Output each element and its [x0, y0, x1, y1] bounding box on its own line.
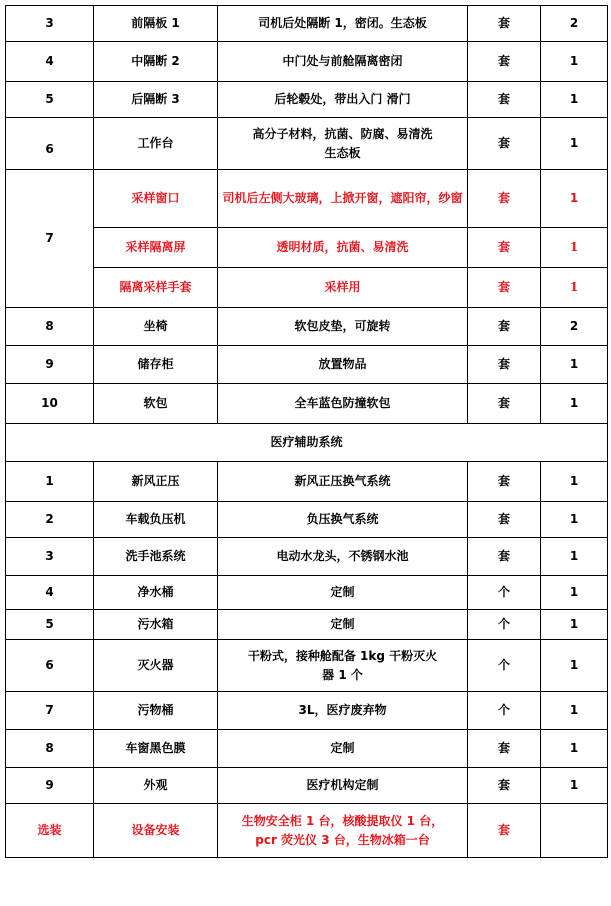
item-name: 隔离采样手套 — [94, 268, 218, 308]
item-number: 5 — [6, 82, 94, 118]
item-quantity: 1 — [541, 346, 608, 384]
table-row — [6, 610, 608, 640]
item-name: 外观 — [94, 768, 218, 804]
item-description: 干粉式，接种舱配备 1kg 干粉灭火器 1 个 — [218, 640, 468, 692]
item-description: 新风正压换气系统 — [218, 462, 468, 502]
item-number: 9 — [6, 346, 94, 384]
item-unit: 套 — [468, 730, 541, 768]
table-row — [6, 82, 608, 118]
item-description: 后轮毂处，带出入门 滑门 — [218, 82, 468, 118]
item-unit: 个 — [468, 610, 541, 640]
item-quantity: 1 — [541, 538, 608, 576]
item-unit: 个 — [468, 576, 541, 610]
item-quantity: 1 — [541, 768, 608, 804]
item-description: 中门处与前舱隔离密闭 — [218, 42, 468, 82]
item-unit: 套 — [468, 6, 541, 42]
table-row — [6, 118, 608, 170]
item-quantity — [541, 804, 608, 858]
item-unit: 套 — [468, 308, 541, 346]
item-quantity: 2 — [541, 308, 608, 346]
item-quantity: 1 — [541, 42, 608, 82]
item-unit: 套 — [468, 384, 541, 424]
item-name: 车载负压机 — [94, 502, 218, 538]
table-row — [6, 384, 608, 424]
item-unit: 个 — [468, 640, 541, 692]
item-number: 4 — [6, 42, 94, 82]
item-number: 5 — [6, 610, 94, 640]
item-name: 后隔断 3 — [94, 82, 218, 118]
item-unit: 套 — [468, 346, 541, 384]
item-quantity: 1 — [541, 640, 608, 692]
item-description: 透明材质，抗菌、易清洗 — [218, 228, 468, 268]
item-number: 7 — [6, 692, 94, 730]
table-row — [6, 502, 608, 538]
item-number: 4 — [6, 576, 94, 610]
item-number: 3 — [6, 538, 94, 576]
table-row — [6, 170, 608, 228]
table-row — [6, 768, 608, 804]
item-unit: 套 — [468, 118, 541, 170]
item-unit: 套 — [468, 462, 541, 502]
item-description: 生物安全柜 1 台，核酸提取仪 1 台，pcr 荧光仪 3 台，生物冰箱一台 — [218, 804, 468, 858]
item-quantity: 1 — [541, 228, 608, 268]
item-quantity: 1 — [541, 502, 608, 538]
item-description: 3L，医疗废弃物 — [218, 692, 468, 730]
item-unit: 套 — [468, 170, 541, 228]
item-unit: 套 — [468, 268, 541, 308]
item-unit: 套 — [468, 768, 541, 804]
item-unit: 个 — [468, 692, 541, 730]
table-row — [6, 346, 608, 384]
item-number: 选装 — [6, 804, 94, 858]
item-name: 储存柜 — [94, 346, 218, 384]
item-quantity: 1 — [541, 462, 608, 502]
item-description: 放置物品 — [218, 346, 468, 384]
item-description: 全车蓝色防撞软包 — [218, 384, 468, 424]
item-description: 定制 — [218, 730, 468, 768]
item-name: 污物桶 — [94, 692, 218, 730]
item-unit: 套 — [468, 82, 541, 118]
item-unit: 套 — [468, 228, 541, 268]
item-quantity: 1 — [541, 610, 608, 640]
item-description: 软包皮垫，可旋转 — [218, 308, 468, 346]
item-quantity: 1 — [541, 170, 608, 228]
item-quantity: 1 — [541, 576, 608, 610]
table-row — [6, 268, 608, 308]
item-name: 工作台 — [94, 118, 218, 170]
item-description: 高分子材料，抗菌、防腐、易清洗生态板 — [218, 118, 468, 170]
item-number: 3 — [6, 6, 94, 42]
table-row — [6, 42, 608, 82]
item-number: 7 — [6, 170, 94, 308]
table-row — [6, 692, 608, 730]
item-number: 2 — [6, 502, 94, 538]
item-description: 负压换气系统 — [218, 502, 468, 538]
table-row — [6, 730, 608, 768]
section-header-row — [6, 424, 608, 462]
item-quantity: 1 — [541, 82, 608, 118]
item-name: 灭火器 — [94, 640, 218, 692]
item-number: 6 — [6, 118, 94, 170]
item-unit: 套 — [468, 804, 541, 858]
item-name: 污水箱 — [94, 610, 218, 640]
item-description: 司机后左侧大玻璃，上掀开窗，遮阳帘，纱窗 — [218, 170, 468, 228]
item-quantity: 1 — [541, 384, 608, 424]
item-number: 10 — [6, 384, 94, 424]
item-name: 中隔断 2 — [94, 42, 218, 82]
item-quantity: 1 — [541, 118, 608, 170]
item-description: 定制 — [218, 610, 468, 640]
item-description: 医疗机构定制 — [218, 768, 468, 804]
table-row — [6, 308, 608, 346]
table-row — [6, 6, 608, 42]
item-description: 司机后处隔断 1，密闭。生态板 — [218, 6, 468, 42]
item-name: 坐椅 — [94, 308, 218, 346]
table-row — [6, 538, 608, 576]
item-quantity: 1 — [541, 268, 608, 308]
item-description: 定制 — [218, 576, 468, 610]
item-number: 8 — [6, 308, 94, 346]
item-unit: 套 — [468, 502, 541, 538]
section-title: 医疗辅助系统 — [6, 424, 608, 462]
item-name: 车窗黑色膜 — [94, 730, 218, 768]
item-number: 9 — [6, 768, 94, 804]
item-name: 采样隔离屏 — [94, 228, 218, 268]
item-name: 净水桶 — [94, 576, 218, 610]
item-quantity: 1 — [541, 692, 608, 730]
table-row-optional — [6, 804, 608, 858]
item-unit: 套 — [468, 42, 541, 82]
item-name: 前隔板 1 — [94, 6, 218, 42]
item-number: 6 — [6, 640, 94, 692]
item-number: 1 — [6, 462, 94, 502]
item-name: 新风正压 — [94, 462, 218, 502]
item-name: 设备安装 — [94, 804, 218, 858]
item-quantity: 1 — [541, 730, 608, 768]
item-description: 电动水龙头，不锈钢水池 — [218, 538, 468, 576]
item-name: 洗手池系统 — [94, 538, 218, 576]
table-row — [6, 640, 608, 692]
item-name: 采样窗口 — [94, 170, 218, 228]
equipment-spec-table — [5, 5, 608, 858]
item-number: 8 — [6, 730, 94, 768]
table-row — [6, 228, 608, 268]
item-name: 软包 — [94, 384, 218, 424]
table-row — [6, 462, 608, 502]
table-row — [6, 576, 608, 610]
item-description: 采样用 — [218, 268, 468, 308]
item-unit: 套 — [468, 538, 541, 576]
item-quantity: 2 — [541, 6, 608, 42]
